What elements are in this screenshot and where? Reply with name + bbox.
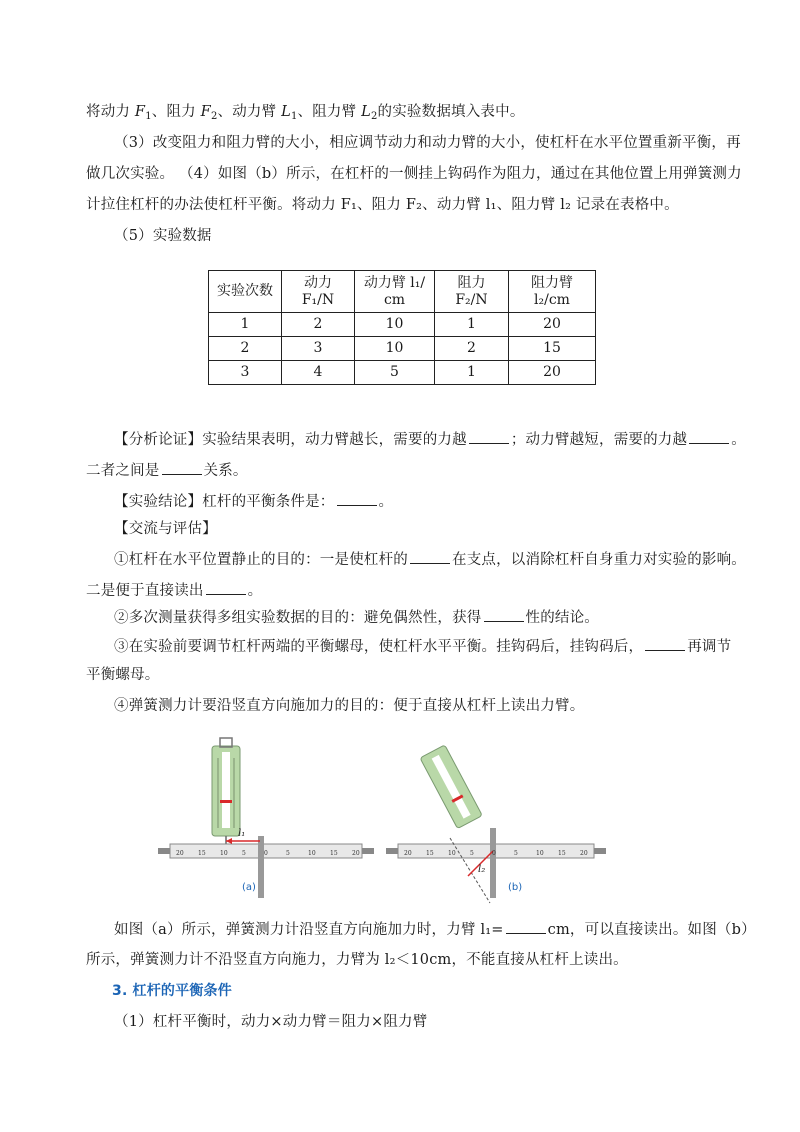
fill-blank[interactable] [410,549,450,564]
analysis-line2: 二者之间是 关系。 [86,459,248,480]
figure-b [386,745,606,903]
ruler-tick-label: 20 [352,850,360,857]
table-header-cell: 阻力 F₂/N [435,271,509,313]
ruler-tick-label: 20 [580,850,588,857]
fig-a-label: (a) [242,882,256,893]
table-cell: 5 [355,361,435,385]
ruler-tick-label: 5 [286,850,290,857]
item3-line1: ③在实验前要调节杠杆两端的平衡螺母，使杠杆水平平衡。挂钩码后，挂钩码后， 再调节 [114,635,731,656]
analysis-line1: 【分析论证】实验结果表明，动力臂越长，需要的力越 ；动力臂越短，需要的力越 。 [114,428,746,449]
para-step5: （5）实验数据 [114,228,212,244]
conclusion-line: 【实验结论】杠杆的平衡条件是： 。 [114,490,393,511]
desc-line2: 所示，弹簧测力计不沿竖直方向施力，力臂为 l₂＜10cm，不能直接从杠杆上读出。 [86,952,628,968]
section-text: （1）杠杆平衡时，动力×动力臂＝阻力×阻力臂 [114,1014,428,1030]
para-step3-line2: 做几次实验。 （4）如图（b）所示，在杠杆的一侧挂上钩码作为阻力，通过在其他位置上用弹簧测力 [86,166,742,182]
ruler-tick-label: 5 [470,850,474,857]
table-cell: 10 [355,313,435,337]
table-header-row [209,271,596,313]
table-cell: 3 [282,337,355,361]
ruler-tick-label: 15 [198,850,206,857]
item4-line: ④弹簧测力计要沿竖直方向施加力的目的：便于直接从杠杆上读出力臂。 [114,698,585,714]
para-step3-line1: （3）改变阻力和阻力臂的大小，相应调节动力和动力臂的大小，使杠杆在水平位置重新平衡，再 [114,135,741,151]
lever-figure [150,728,610,906]
item3-line2: 平衡螺母。 [86,667,160,683]
table-header-cell: 实验次数 [209,271,282,313]
fill-blank[interactable] [689,429,729,444]
ruler-tick-label: 15 [426,850,434,857]
para-fill-table: 将动力 $F_1$、阻力 $F_2$、动力臂 $L_1$、阻力臂 $L_2$的实验数据填入表中。 [86,104,525,122]
item1-line2: 二是便于直接读出 。 [86,579,262,600]
table-cell: 20 [509,313,596,337]
table-cell: 1 [435,361,509,385]
support-stand-b [490,828,496,898]
table-cell: 20 [509,361,596,385]
fill-blank[interactable] [162,460,202,475]
table-header-cell: 动力 F₁/N [282,271,355,313]
l1-label: l₁ [238,828,246,839]
ruler-tick-label: 20 [176,850,184,857]
fig-b-label: (b) [508,882,523,893]
fill-blank[interactable] [337,491,377,506]
table-row [209,337,596,361]
table-cell: 10 [355,337,435,361]
table-row [209,313,596,337]
ruler-tick-label: 20 [404,850,412,857]
item1-line1: ①杠杆在水平位置静止的目的：一是使杠杆的 在支点，以消除杠杆自身重力对实验的影响。 [114,548,746,569]
scale-pointer [220,800,232,803]
experiment-data-table [208,270,596,385]
desc-line1: 如图（a）所示，弹簧测力计沿竖直方向施加力时，力臂 l₁= cm，可以直接读出。如图（b） [114,918,756,939]
table-row [209,361,596,385]
ruler-tick-label: 10 [220,850,228,857]
ruler-tick-label: 5 [242,850,246,857]
table-cell: 1 [209,313,282,337]
ruler-tick-label: 10 [448,850,456,857]
figure-a [158,738,374,898]
para-step3-line3: 计拉住杠杆的办法使杠杆平衡。将动力 F₁、阻力 F₂、动力臂 l₁、阻力臂 l₂ 记录在表格中。 [86,197,679,213]
fill-blank[interactable] [469,429,509,444]
item2-line: ②多次测量获得多组实验数据的目的：避免偶然性，获得 性的结论。 [114,606,599,627]
ruler-tick-label: 0 [492,850,496,857]
table-cell: 1 [435,313,509,337]
spring-scale-slot [222,752,230,828]
fill-blank[interactable] [645,636,685,651]
table-header-cell: 动力臂 l₁/ cm [355,271,435,313]
section-heading: 3. 杠杆的平衡条件 [112,983,232,999]
table-cell: 3 [209,361,282,385]
table-cell: 15 [509,337,596,361]
l2-label: l₂ [478,864,486,875]
support-stand-a [258,836,264,898]
table-cell: 4 [282,361,355,385]
ruler-tick-label: 10 [536,850,544,857]
table-header-cell: 阻力臂 l₂/cm [509,271,596,313]
fill-blank[interactable] [206,580,246,595]
table-cell: 2 [282,313,355,337]
fill-blank[interactable] [506,919,546,934]
ruler-tick-label: 10 [308,850,316,857]
fill-blank[interactable] [484,607,524,622]
exchange-heading: 【交流与评估】 [114,521,217,537]
ruler-tick-label: 5 [514,850,518,857]
table-cell: 2 [435,337,509,361]
ruler-tick-label: 15 [330,850,338,857]
ruler-tick-label: 15 [558,850,566,857]
ruler-tick-label: 0 [264,850,268,857]
table-cell: 2 [209,337,282,361]
